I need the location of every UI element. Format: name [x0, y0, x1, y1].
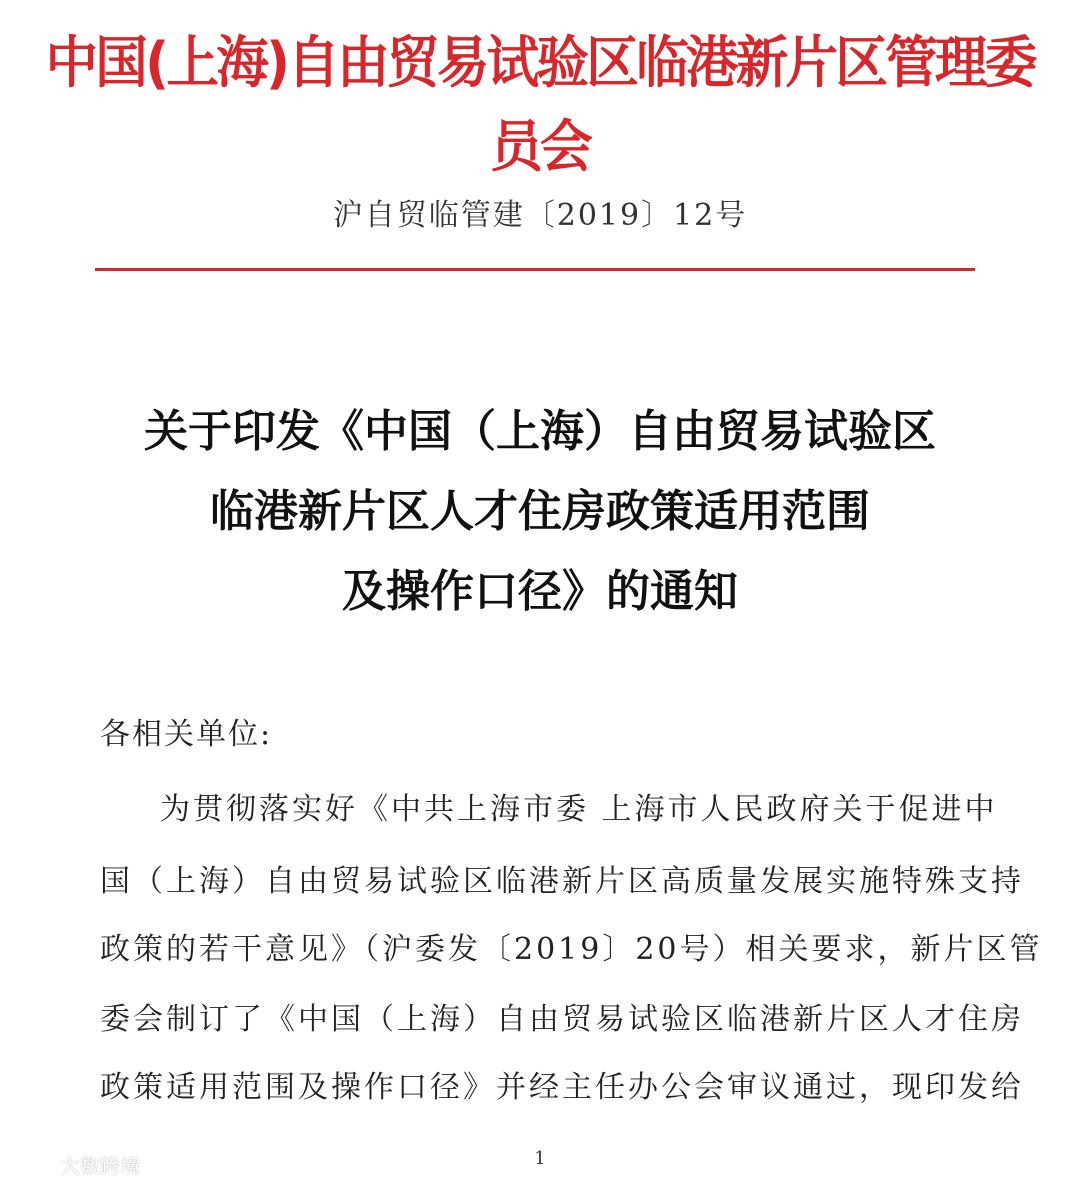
paragraph-line: 国（上海）自由贸易试验区临港新片区高质量发展实施特殊支持	[100, 864, 1024, 899]
red-divider-line	[95, 268, 975, 271]
paragraph-line: 委会制订了《中国（上海）自由贸易试验区临港新片区人才住房	[100, 1002, 1024, 1037]
paragraph-line: 政策适用范围及操作口径》并经主任办公会审议通过，现印发给	[100, 1070, 1024, 1105]
title-line-2: 临港新片区人才住房政策适用范围	[210, 486, 870, 537]
watermark-logo-icon	[12, 1152, 54, 1178]
paragraph-line: 为贯彻落实好《中共上海市委 上海市人民政府关于促进中	[160, 792, 998, 827]
page-number: 1	[534, 1148, 546, 1169]
salutation: 各相关单位:	[100, 717, 273, 752]
document-title	[0, 392, 1080, 632]
paragraph-line: 政策的若干意见》（沪委发〔2019〕20号）相关要求，新片区管	[100, 932, 1043, 967]
masthead: 中国(上海)自由贸易试验区临港新片区管理委员会	[45, 31, 1035, 180]
title-line-1: 关于印发《中国（上海）自由贸易试验区	[144, 406, 936, 457]
watermark-text: 大数跨境	[60, 1154, 140, 1178]
title-line-3: 及操作口径》的通知	[342, 566, 738, 617]
watermark	[12, 1150, 140, 1179]
document-number: 沪自贸临管建〔2019〕12号	[332, 198, 748, 233]
